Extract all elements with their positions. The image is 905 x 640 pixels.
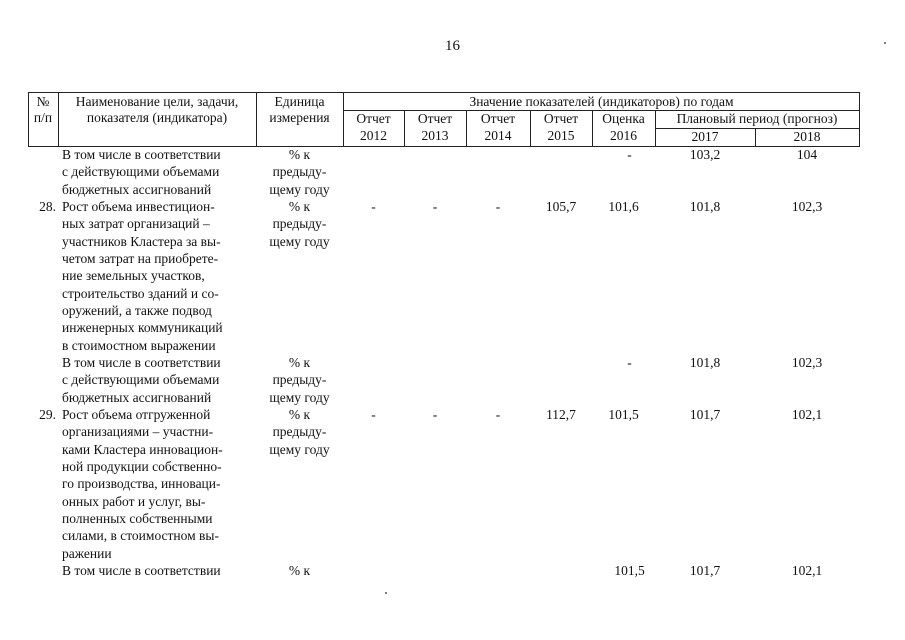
row-name-line: ных затрат организаций – — [62, 216, 210, 231]
plan-group-header: Плановый период (прогноз) — [676, 111, 838, 126]
value-2015: 105,7 — [545, 199, 577, 214]
value-2018: 102,1 — [791, 407, 823, 422]
value-2015: 112,7 — [546, 407, 576, 422]
row-name-line: В том числе в соответствии — [62, 355, 221, 370]
scan-speck — [884, 42, 886, 44]
year-header-label: Отчет — [543, 111, 579, 126]
row-name-line: В том числе в соответствии — [62, 147, 221, 162]
year-header-label: Отчет — [356, 111, 391, 126]
value-2018: 104 — [796, 147, 818, 162]
row-name-line: онных работ и услуг, вы- — [62, 494, 206, 509]
row-name-line: полненных собственными — [62, 511, 213, 526]
value-2017: 101,7 — [689, 563, 721, 578]
scan-speck — [385, 592, 387, 594]
row-name-line: В том числе в соответствии — [62, 563, 221, 578]
value-2018: 102,1 — [791, 563, 823, 578]
row-number: 29. — [39, 407, 56, 422]
row-name-line: четом затрат на приобрете- — [62, 251, 219, 266]
row-unit-line: предыду- — [272, 164, 327, 179]
row-unit-line: % к — [288, 147, 311, 162]
year-header-year: 2012 — [360, 128, 387, 143]
value-2017: 101,8 — [689, 199, 721, 214]
value-2017: 101,8 — [689, 355, 721, 370]
row-name-line: ками Кластера инновацион- — [62, 442, 223, 457]
year-header-year: 2018 — [793, 129, 821, 144]
value-2018: 102,3 — [791, 355, 823, 370]
row-unit-line: % к — [288, 355, 311, 370]
year-header-label: Отчет — [417, 111, 453, 126]
row-unit-line: % к — [288, 199, 311, 214]
year-header-year: 2014 — [484, 128, 512, 143]
year-header-label: Оценка — [602, 111, 645, 126]
value-2016: - — [627, 147, 632, 162]
row-unit-line: щему году — [269, 442, 330, 457]
row-name-line: ние земельных участков, — [62, 268, 205, 283]
row-name-line: в стоимостном выражении — [62, 338, 216, 353]
row-number: 28. — [39, 199, 56, 214]
row-name-line: ной продукции собственно- — [62, 459, 222, 474]
value-2012: - — [371, 407, 376, 422]
row-name-line: ражении — [62, 546, 112, 561]
row-name-line: оружений, а также подвод — [62, 303, 212, 318]
value-2016: 101,6 — [608, 199, 639, 214]
row-name-line: инженерных коммуникаций — [62, 320, 223, 335]
unit-col-header-line1: Единица — [274, 94, 325, 109]
row-name-line: с действующими объемами — [62, 164, 220, 179]
row-unit-line: % к — [288, 563, 311, 578]
row-name-line: организациями – участни- — [62, 424, 214, 439]
value-2016: 101,5 — [614, 563, 645, 578]
value-2013: - — [432, 407, 438, 422]
row-unit-line: щему году — [269, 390, 330, 405]
row-name-line: Рост объема отгруженной — [62, 407, 211, 422]
row-name-line: бюджетных ассигнований — [62, 182, 212, 197]
value-2017: 103,2 — [689, 147, 721, 162]
value-2014: - — [495, 407, 501, 422]
row-name-line: силами, в стоимостном вы- — [62, 528, 219, 543]
row-name-line: Рост объема инвестицион- — [62, 199, 215, 214]
row-name-line: бюджетных ассигнований — [62, 390, 212, 405]
unit-col-header-line2: измерения — [269, 110, 330, 125]
year-header-year: 2017 — [691, 129, 719, 144]
table-top-border — [28, 92, 860, 93]
name-col-header-line2: показателя (индикатора) — [86, 110, 228, 125]
row-unit-line: щему году — [269, 234, 330, 249]
value-2014: - — [495, 199, 501, 214]
name-col-header-line1: Наименование цели, задачи, — [75, 94, 239, 109]
row-unit-line: предыду- — [272, 372, 327, 387]
row-unit-line: щему году — [269, 182, 330, 197]
num-col-header-line1: № — [36, 94, 50, 109]
year-header-year: 2013 — [421, 128, 449, 143]
values-group-header: Значение показателей (индикаторов) по годам — [469, 94, 734, 109]
year-header-label: Отчет — [480, 111, 516, 126]
value-2013: - — [432, 199, 438, 214]
value-2018: 102,3 — [791, 199, 823, 214]
page-number: 16 — [445, 38, 460, 54]
row-unit-line: предыду- — [272, 216, 327, 231]
row-unit-line: предыду- — [272, 424, 327, 439]
year-header-year: 2015 — [547, 128, 575, 143]
value-2016: 101,5 — [608, 407, 639, 422]
value-2012: - — [371, 199, 376, 214]
row-name-line: участников Кластера за вы- — [62, 234, 221, 249]
num-col-header-line2: п/п — [33, 110, 53, 125]
row-name-line: с действующими объемами — [62, 372, 220, 387]
row-name-line: го производства, инноваци- — [62, 476, 221, 491]
row-name-line: строительство зданий и со- — [62, 286, 219, 301]
value-2016: - — [627, 355, 632, 370]
value-2017: 101,7 — [689, 407, 721, 422]
row-unit-line: % к — [288, 407, 311, 422]
year-header-year: 2016 — [610, 128, 637, 143]
